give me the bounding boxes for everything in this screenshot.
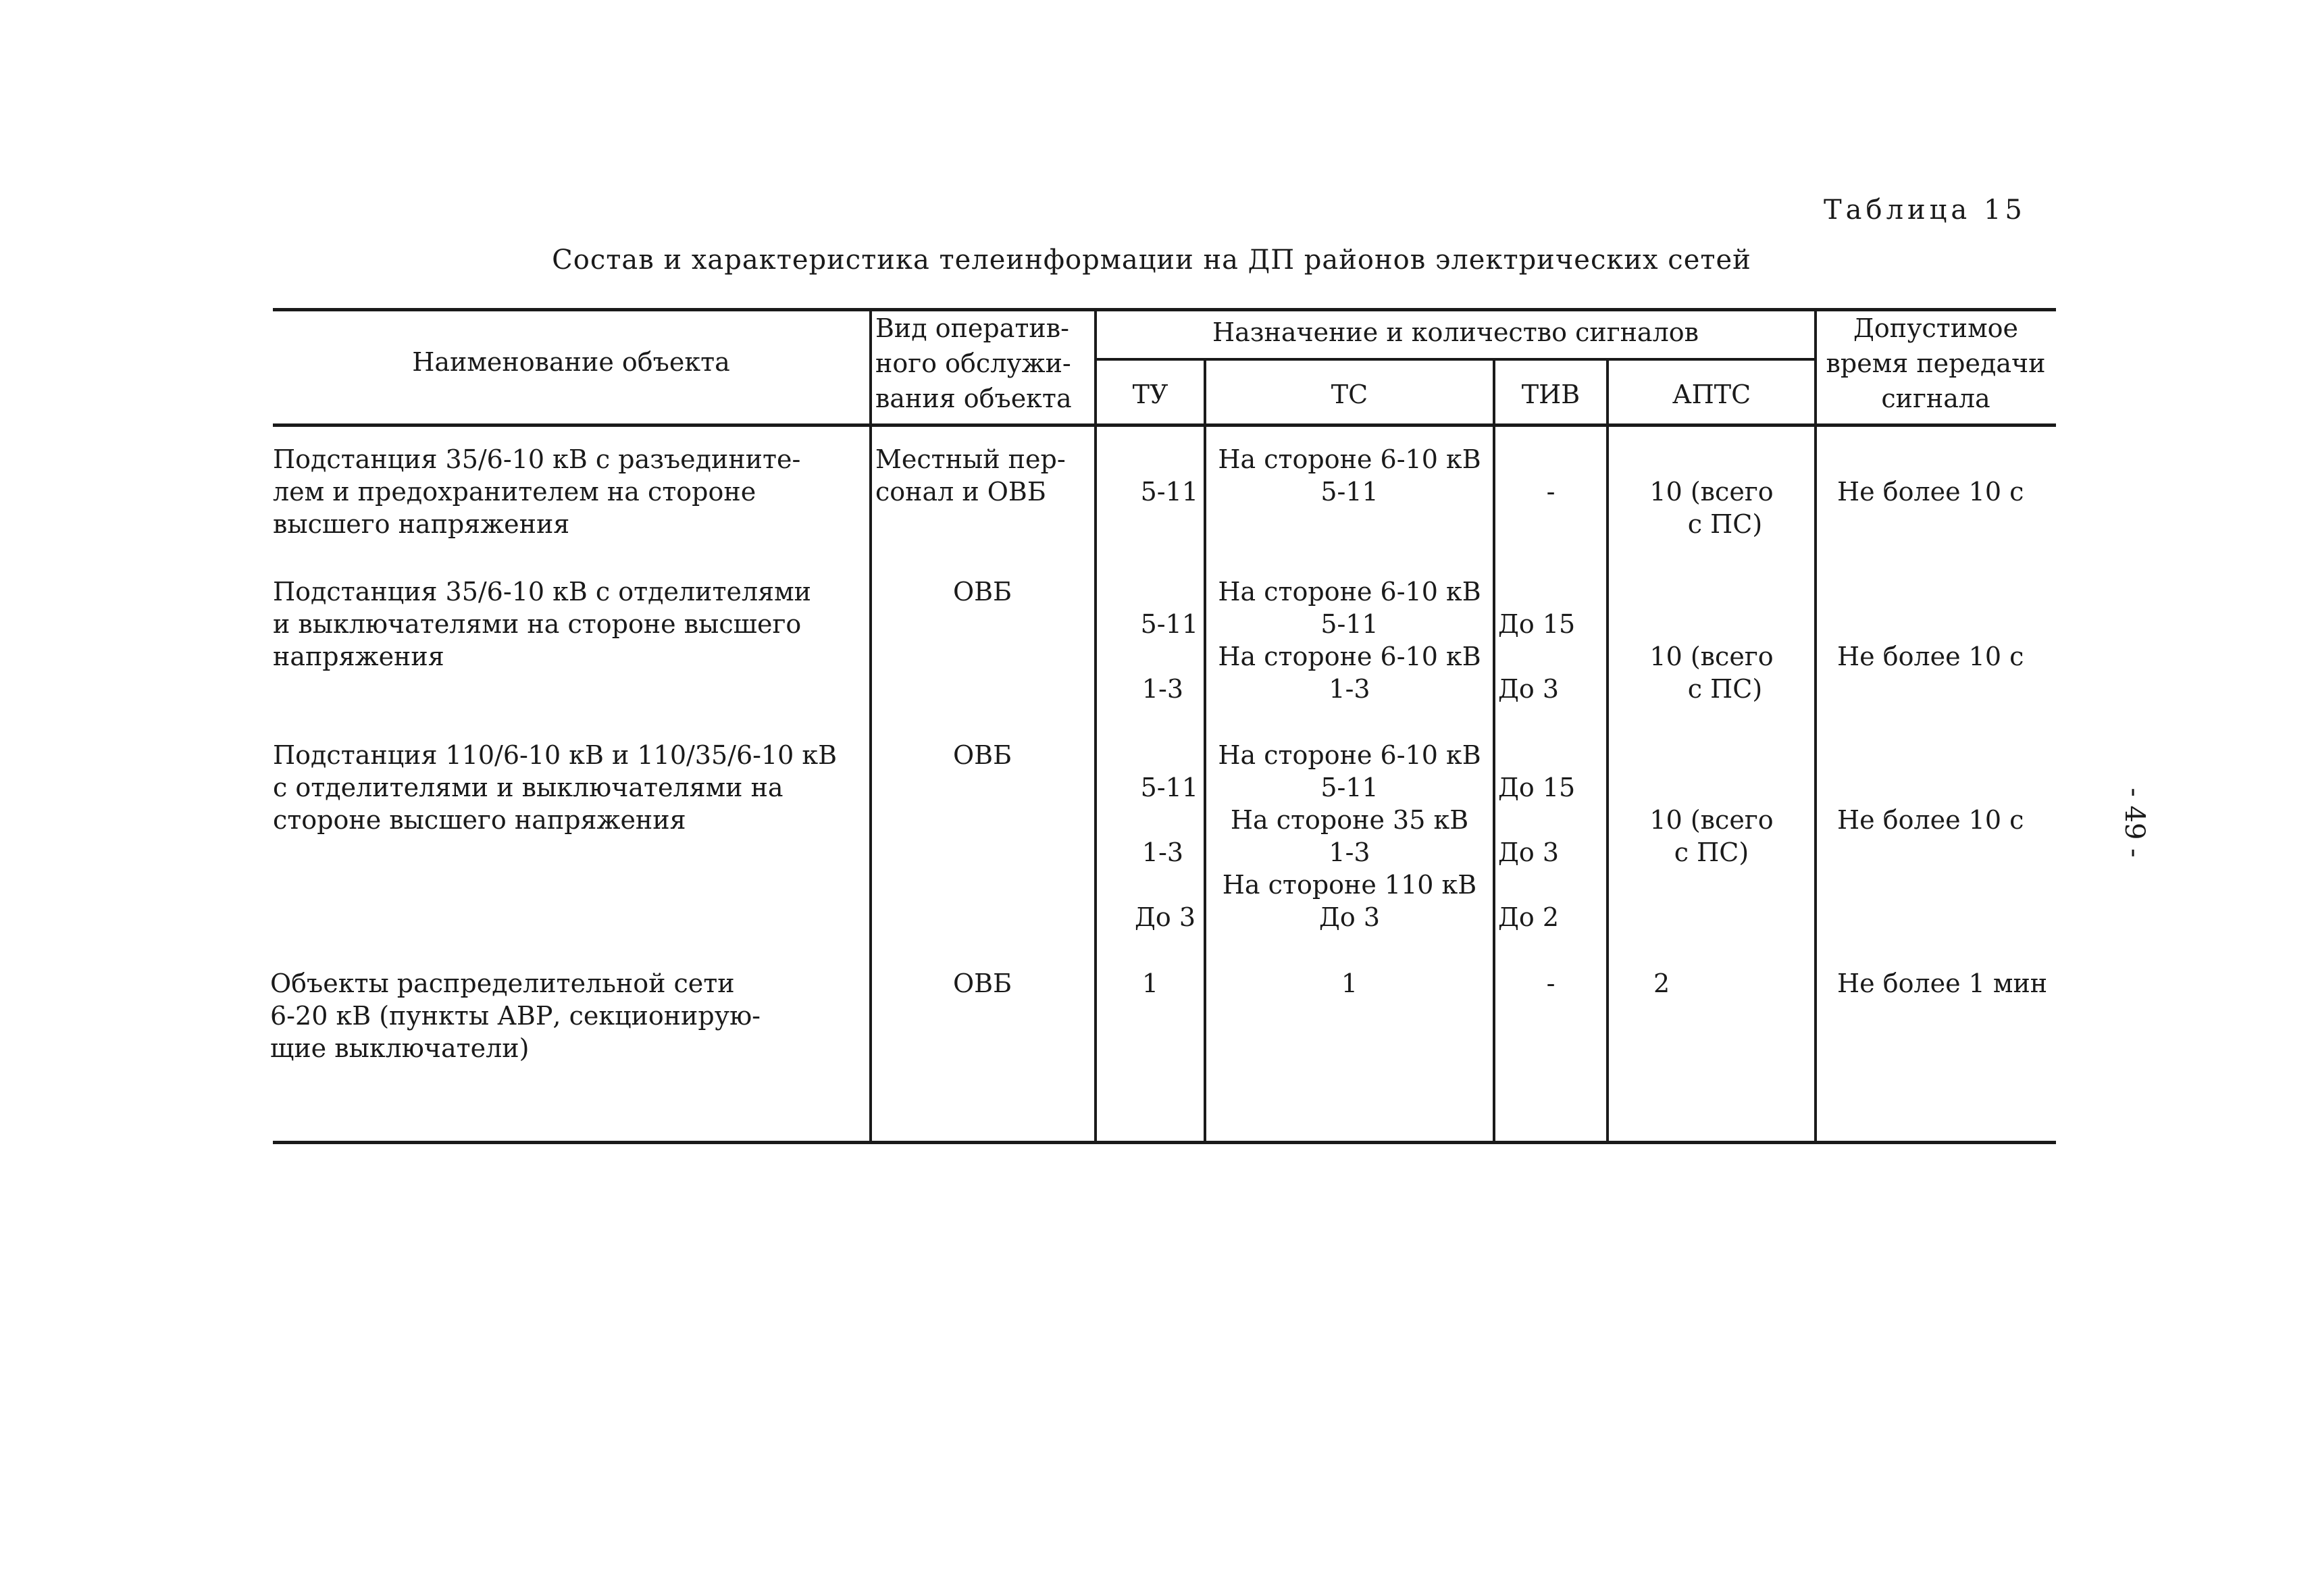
row-tiv-value: - bbox=[1546, 969, 1555, 998]
row-service-line: ОВБ bbox=[952, 969, 1012, 998]
row-object-name-line: Объекты распределительной сети bbox=[270, 969, 735, 998]
row-apts-line: 10 (всего bbox=[1649, 805, 1774, 835]
row-object-name-line: щие выключатели) bbox=[270, 1033, 530, 1063]
row-tu-value: 5-11 bbox=[1140, 773, 1198, 802]
row-object-name-line: с отделителями и выключателями на bbox=[273, 773, 783, 802]
table-top-rule bbox=[273, 308, 2056, 311]
row-object-name-line: Подстанция 35/6-10 кВ с отделителями bbox=[273, 577, 811, 607]
row-ts-line: 1 bbox=[1341, 969, 1358, 998]
row-apts-line: 10 (всего bbox=[1649, 642, 1774, 671]
row-object-name-line: лем и предохранителем на стороне bbox=[273, 477, 756, 507]
row-tu-value: 1-3 bbox=[1141, 838, 1183, 867]
row-tu-value: 5-11 bbox=[1140, 477, 1198, 507]
row-object-name-line: 6-20 кВ (пункты АВР, секционирую- bbox=[270, 1001, 761, 1031]
row-tiv-value: До 15 bbox=[1498, 773, 1576, 802]
table-bottom-rule bbox=[273, 1141, 2056, 1144]
header-service-type-line: Вид оператив- bbox=[875, 313, 1069, 343]
header-service-type-line: ного обслужи- bbox=[875, 349, 1071, 378]
row-time-value: Не более 1 мин bbox=[1837, 969, 2048, 998]
row-ts-line: 1-3 bbox=[1329, 674, 1370, 704]
row-tu-value: 5-11 bbox=[1140, 609, 1198, 639]
page-number: - 49 - bbox=[2119, 788, 2150, 858]
row-object-name-line: высшего напряжения bbox=[273, 509, 570, 539]
row-ts-line: До 3 bbox=[1318, 902, 1381, 932]
row-apts-line: с ПС) bbox=[1674, 838, 1749, 867]
row-ts-line: На стороне 35 кВ bbox=[1230, 805, 1469, 835]
row-ts-line: 1-3 bbox=[1329, 838, 1370, 867]
header-time-line: сигнала bbox=[1881, 384, 1990, 413]
row-apts-line: с ПС) bbox=[1687, 674, 1763, 704]
row-ts-line: 5-11 bbox=[1320, 477, 1379, 507]
row-object-name-line: напряжения bbox=[273, 642, 444, 671]
row-apts-line: с ПС) bbox=[1687, 509, 1763, 539]
row-ts-line: На стороне 6-10 кВ bbox=[1218, 577, 1481, 607]
col-divider-2 bbox=[1094, 308, 1097, 1143]
col-divider-1 bbox=[869, 308, 872, 1143]
row-ts-line: На стороне 6-10 кВ bbox=[1218, 642, 1481, 671]
row-tiv-value: До 3 bbox=[1498, 674, 1560, 704]
row-service-line: Местный пер- bbox=[875, 444, 1066, 474]
table-label: Таблица 15 bbox=[1824, 195, 2026, 226]
row-tiv-value: До 15 bbox=[1498, 609, 1576, 639]
header-tu: ТУ bbox=[1132, 380, 1168, 409]
row-service-line: сонал и ОВБ bbox=[875, 477, 1046, 507]
row-tiv-value: До 2 bbox=[1498, 902, 1560, 932]
header-apts: АПТС bbox=[1672, 380, 1751, 409]
row-ts-line: На стороне 110 кВ bbox=[1222, 870, 1477, 900]
row-tu-value: 1 bbox=[1141, 969, 1159, 998]
header-object-name: Наименование объекта bbox=[412, 347, 730, 377]
row-tiv-value: До 3 bbox=[1498, 838, 1560, 867]
header-bottom-rule bbox=[273, 423, 2056, 427]
row-ts-line: На стороне 6-10 кВ bbox=[1218, 444, 1481, 474]
row-time-value: Не более 10 с bbox=[1837, 805, 2024, 835]
row-time-value: Не более 10 с bbox=[1837, 642, 2024, 671]
row-tiv-value: - bbox=[1546, 477, 1555, 507]
table-caption: Состав и характеристика телеинформации на ДП районов электрических сетей bbox=[552, 244, 1751, 276]
header-time-line: Допустимое bbox=[1853, 313, 2018, 343]
header-time-line: время передачи bbox=[1826, 349, 2046, 378]
col-divider-6 bbox=[1814, 308, 1817, 1143]
row-tu-value: 1-3 bbox=[1141, 674, 1183, 704]
row-ts-line: 5-11 bbox=[1320, 773, 1379, 802]
row-object-name-line: стороне высшего напряжения bbox=[273, 805, 686, 835]
row-object-name-line: Подстанция 110/6-10 кВ и 110/35/6-10 кВ bbox=[273, 740, 838, 770]
row-time-value: Не более 10 с bbox=[1837, 477, 2024, 507]
row-ts-line: На стороне 6-10 кВ bbox=[1218, 740, 1481, 770]
row-apts-line: 2 bbox=[1653, 969, 1670, 998]
header-tiv: ТИВ bbox=[1521, 380, 1580, 409]
row-service-line: ОВБ bbox=[952, 740, 1012, 770]
row-service-line: ОВБ bbox=[952, 577, 1012, 607]
row-ts-line: 5-11 bbox=[1320, 609, 1379, 639]
row-object-name-line: Подстанция 35/6-10 кВ с разъедините- bbox=[273, 444, 801, 474]
row-apts-line: 10 (всего bbox=[1649, 477, 1774, 507]
header-service-type-line: вания объекта bbox=[875, 384, 1072, 413]
header-ts: ТС bbox=[1331, 380, 1368, 409]
header-signals-group: Назначение и количество сигналов bbox=[1212, 317, 1699, 347]
row-object-name-line: и выключателями на стороне высшего bbox=[273, 609, 802, 639]
row-tu-value: До 3 bbox=[1134, 902, 1195, 932]
